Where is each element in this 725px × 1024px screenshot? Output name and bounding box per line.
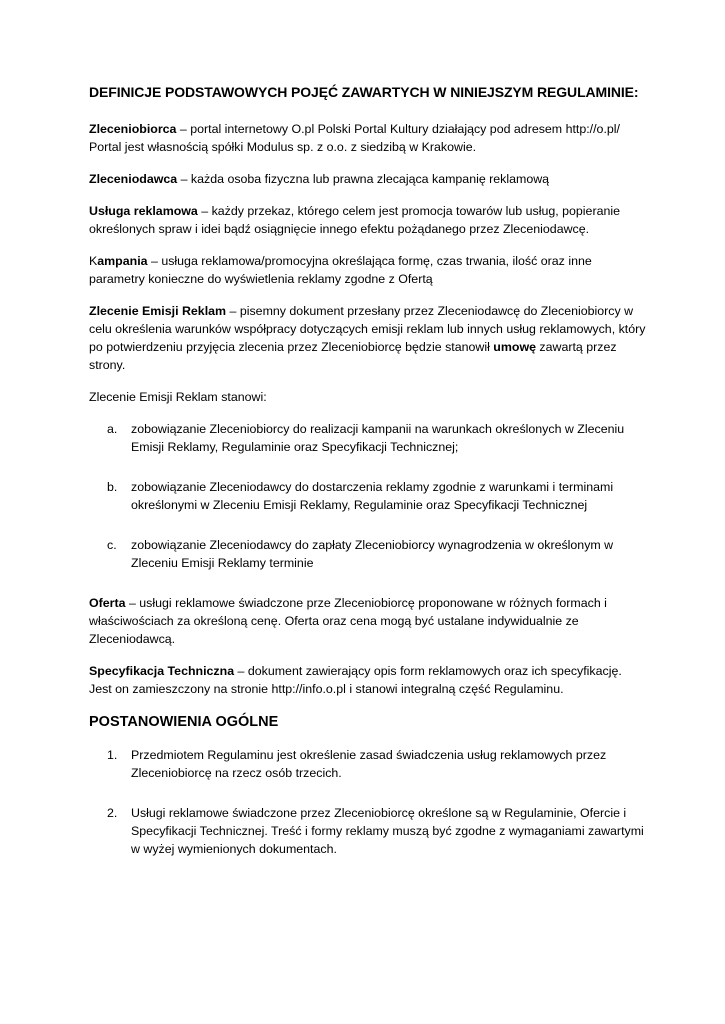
definition-text: – każda osoba fizyczna lub prawna zlecająca kampanię reklamową xyxy=(177,172,550,186)
list-item xyxy=(89,420,649,456)
bold-umowe: umowę xyxy=(493,340,536,354)
list-item xyxy=(89,746,649,782)
list-marker: 1. xyxy=(107,748,118,762)
definition-text: – dokument zawierający opis form reklamowych oraz ich specyfikację. xyxy=(234,664,622,678)
definition-text: – portal internetowy O.pl Polski Portal Kultury działający pod adresem http://o.pl/ Portal jest własnością spółki Modulus sp. z o.o. z siedzibą w Krakowie. xyxy=(89,122,620,154)
term-zleceniodawca: Zleceniodawca xyxy=(89,172,178,186)
list-marker: b. xyxy=(107,480,118,494)
term-kampania-prefix: K xyxy=(89,254,98,268)
heading-definitions: DEFINICJE PODSTAWOWYCH POJĘĆ ZAWARTYCH W NINIEJSZYM REGULAMINIE: xyxy=(89,84,639,100)
term-zleceniobiorca: Zleceniobiorca xyxy=(89,122,177,136)
definition-zlecenie-emisji xyxy=(89,302,649,374)
zlecenie-stanowi-label: Zlecenie Emisji Reklam stanowi: xyxy=(89,390,267,404)
definition-text: – usługa reklamowa/promocyjna określająca formę, czas trwania, ilość oraz inne parametry konieczne do wyświetlenia reklamy zgodne z Ofertą xyxy=(89,254,592,286)
list-item-text: Przedmiotem Regulaminu jest określenie zasad świadczenia usług reklamowych przez Zleceniobiorcę na rzecz osób trzecich. xyxy=(131,748,607,780)
definition-specyfikacja xyxy=(89,662,649,698)
definition-text: – każdy przekaz, którego celem jest promocja towarów lub usług, popieranie określonych spraw i idei bądź osiągnięcie innego efektu pożądanego przez Zleceniodawcę. xyxy=(89,204,620,236)
term-zlecenie-emisji: Zlecenie Emisji Reklam xyxy=(89,304,227,318)
term-kampania: ampania xyxy=(97,254,148,268)
definition-zleceniodawca xyxy=(89,170,649,188)
term-usluga-reklamowa: Usługa reklamowa xyxy=(89,204,198,218)
zlecenie-list xyxy=(89,420,649,572)
definition-zleceniobiorca xyxy=(89,120,649,156)
list-marker: 2. xyxy=(107,806,118,820)
definition-oferta xyxy=(89,594,649,648)
term-oferta: Oferta xyxy=(89,596,126,610)
definition-text: – usługi reklamowe świadczone prze Zleceniobiorcę proponowane w różnych formach i właściwościach za określoną cenę. Oferta oraz cena mogą być ustalane indywidualnie ze Zleceniodawcą. xyxy=(89,596,607,646)
document-page xyxy=(89,82,649,880)
list-item-text: Usługi reklamowe świadczone przez Zleceniobiorcę określone są w Regulaminie, Ofercie i Specyfikacji Technicznej. Treść i formy reklamy muszą być zgodne z wymaganiami zawartymi w wyżej wymienionych dokumentach. xyxy=(131,806,644,856)
definition-text-line2: Jest on zamieszczony na stronie http://info.o.pl i stanowi integralną część Regulaminu. xyxy=(89,682,564,696)
list-marker: a. xyxy=(107,422,118,436)
definition-text-after: zawartą przez strony. xyxy=(89,340,617,372)
definition-text: – pisemny dokument przesłany przez Zleceniodawcę do Zleceniobiorcy w celu określenia warunków współpracy dotyczących emisji reklam lub innych usług reklamowych, który po potwierdzeniu przyjęcia zlecenia przez Zleceniobiorcę będzie stanowił xyxy=(89,304,646,354)
heading-general: POSTANOWIENIA OGÓLNE xyxy=(89,714,279,730)
definition-usluga-reklamowa xyxy=(89,202,649,238)
list-item-text: zobowiązanie Zleceniodawcy do zapłaty Zleceniobiorcy wynagrodzenia w określonym w Zleceniu Emisji Reklamy terminie xyxy=(131,538,614,570)
list-item xyxy=(89,804,649,858)
general-list xyxy=(89,746,649,858)
term-specyfikacja: Specyfikacja Techniczna xyxy=(89,664,235,678)
list-item xyxy=(89,478,649,514)
list-item xyxy=(89,536,649,572)
list-marker: c. xyxy=(107,538,117,552)
list-item-text: zobowiązanie Zleceniodawcy do dostarczenia reklamy zgodnie z warunkami i terminami określonymi w Zleceniu Emisji Reklamy, Regulaminie oraz Specyfikacji Technicznej xyxy=(131,480,614,512)
list-item-text: zobowiązanie Zleceniobiorcy do realizacji kampanii na warunkach określonych w Zleceniu Emisji Reklamy, Regulaminie oraz Specyfikacji Technicznej; xyxy=(131,422,625,454)
definition-kampania xyxy=(89,252,649,288)
